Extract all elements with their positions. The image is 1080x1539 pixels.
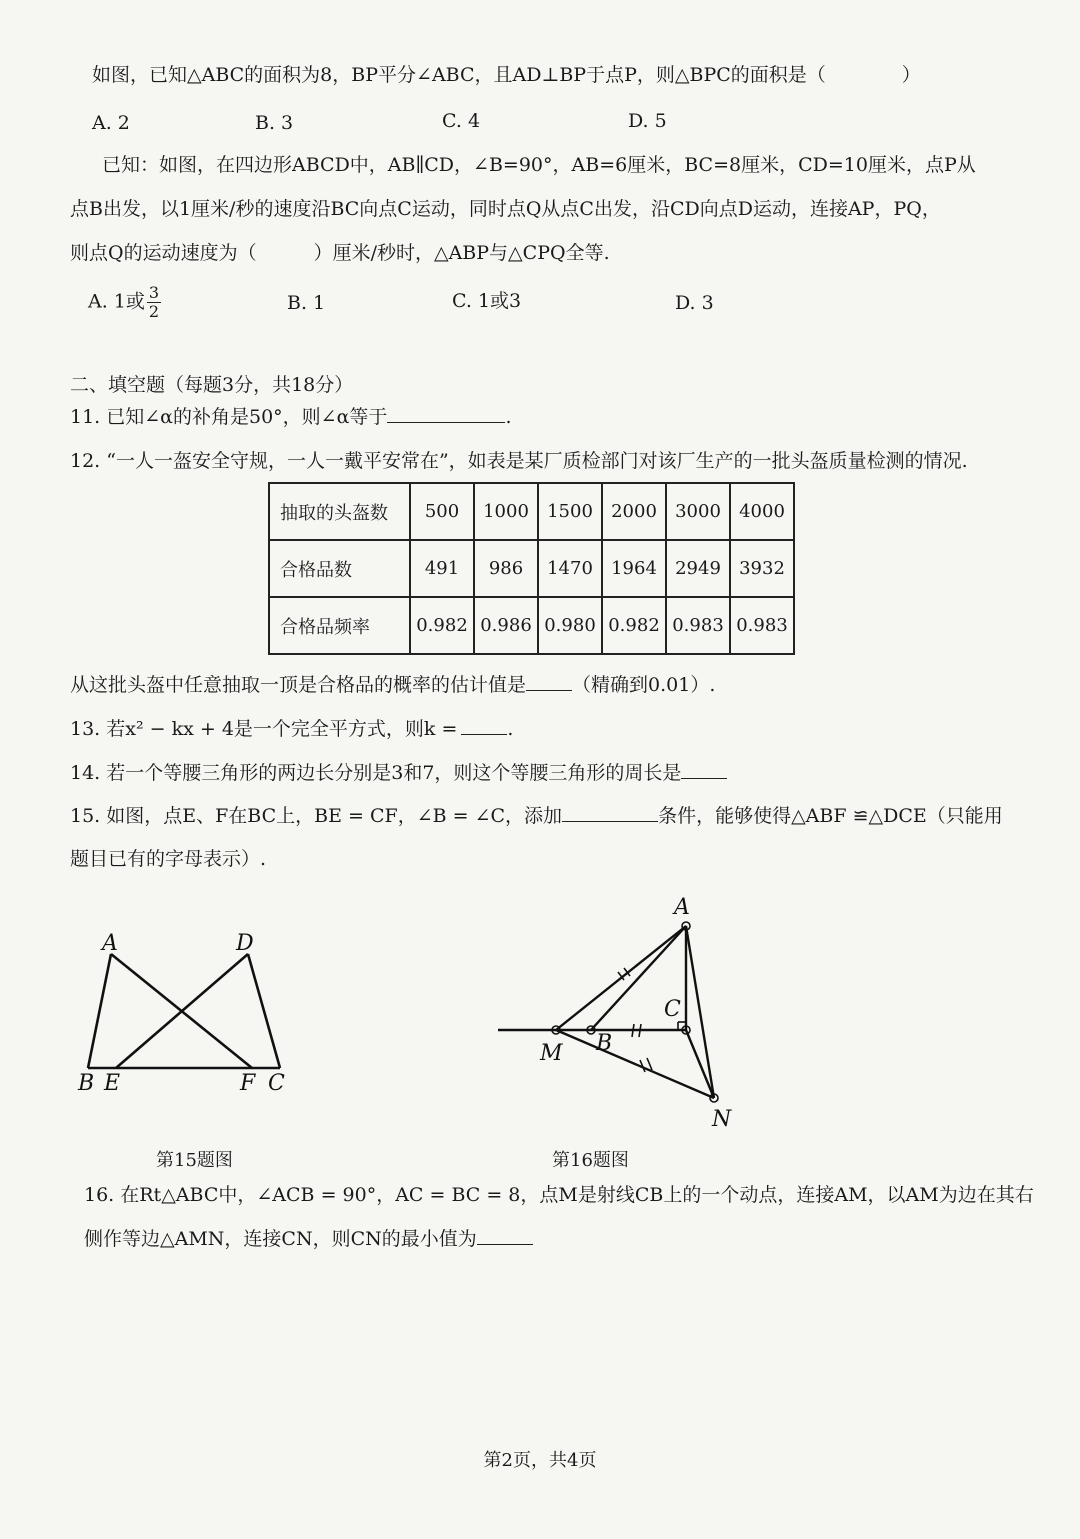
- q14-answer-blank: [681, 760, 727, 779]
- row-header: 合格品数: [269, 540, 410, 597]
- row-header: 抽取的头盔数: [269, 483, 410, 540]
- q11-text: 11. 已知∠α的补角是50°，则∠α等于: [70, 406, 388, 428]
- fig16-label-m: M: [540, 1041, 563, 1066]
- fig16-label-b: B: [596, 1031, 613, 1056]
- q12-answer-blank: [526, 672, 572, 691]
- table-cell: 0.983: [666, 597, 730, 654]
- q14: [70, 760, 727, 786]
- q11-end: .: [505, 406, 512, 428]
- q13-text: 13. 若x² − kx + 4是一个完全平方式，则k =: [70, 718, 458, 740]
- table-cell: 0.983: [730, 597, 794, 654]
- fraction-denominator: 2: [148, 302, 160, 321]
- figure-16-caption: 第16题图: [552, 1150, 629, 1171]
- table-row: [269, 483, 794, 540]
- fig15-label-f: F: [240, 1071, 256, 1096]
- q12-precision-note: （精确到0.01）.: [572, 674, 716, 696]
- table-cell: 2949: [666, 540, 730, 597]
- table-cell: 2000: [602, 483, 666, 540]
- fig15-label-c: C: [268, 1071, 285, 1096]
- table-cell: 0.982: [410, 597, 474, 654]
- figure-15-caption: 第15题图: [156, 1150, 233, 1171]
- table-cell: 1470: [538, 540, 602, 597]
- q11-answer-blank: [387, 404, 505, 423]
- page-footer: 第2页，共4页: [483, 1450, 597, 1471]
- table-row: [269, 597, 794, 654]
- fig16-label-c: C: [664, 997, 681, 1022]
- table-row: [269, 540, 794, 597]
- segment-dc: [248, 954, 280, 1068]
- q12-stem: 12. “一人一盔安全守规，一人一戴平安常在”，如表是某厂质检部门对该厂生产的一批头盔质量检测的情况.: [70, 450, 968, 472]
- table-cell: 491: [410, 540, 474, 597]
- q10-option-a-prefix: A. 1或: [88, 290, 145, 313]
- q10-option-d: D. 3: [675, 292, 714, 314]
- table-cell: 3932: [730, 540, 794, 597]
- row-header: 合格品频率: [269, 597, 410, 654]
- q9-stem: 如图，已知△ABC的面积为8，BP平分∠ABC，且AD⊥BP于点P，则△BPC的面积是（ ）: [92, 64, 921, 86]
- figure-15: [70, 920, 310, 1100]
- q10-option-b: B. 1: [287, 292, 326, 314]
- q15-answer-blank: [562, 803, 658, 822]
- segment-an: [686, 926, 714, 1098]
- q13: [70, 716, 513, 742]
- tick-mark: [639, 1024, 641, 1037]
- q12-after-table-text: 从这批头盔中任意抽取一顶是合格品的概率的估计值是: [70, 674, 527, 696]
- fig16-label-n: N: [712, 1107, 732, 1132]
- q16-line-2: [84, 1226, 533, 1252]
- q16-answer-blank: [477, 1226, 533, 1245]
- q10-option-c: C. 1或3: [452, 290, 522, 312]
- q10-line-1: 已知：如图，在四边形ABCD中，AB∥CD，∠B=90°，AB=6厘米，BC=8厘米，CD=10厘米，点P从: [102, 154, 976, 176]
- q16-line-1: 16. 在Rt△ABC中，∠ACB = 90°，AC = BC = 8，点M是射线CB上的一个动点，连接AM，以AM为边在其右: [84, 1184, 1034, 1206]
- q9-option-d: D. 5: [628, 110, 667, 132]
- q10-line-3: 则点Q的运动速度为（ ）厘米/秒时，△ABP与△CPQ全等.: [70, 242, 610, 264]
- table-cell: 4000: [730, 483, 794, 540]
- section-fill-in-title: 二、填空题（每题3分，共18分）: [70, 374, 354, 396]
- table-cell: 1000: [474, 483, 538, 540]
- q15-text-pre: 15. 如图，点E、F在BC上，BE = CF，∠B = ∠C，添加: [70, 805, 563, 827]
- table-cell: 500: [410, 483, 474, 540]
- segment-ab: [88, 954, 111, 1068]
- q14-text: 14. 若一个等腰三角形的两边长分别是3和7，则这个等腰三角形的周长是: [70, 762, 682, 784]
- figure-16: [490, 890, 770, 1140]
- table-cell: 3000: [666, 483, 730, 540]
- q13-end: .: [507, 718, 514, 740]
- helmet-quality-table: [268, 482, 795, 655]
- table-cell: 0.980: [538, 597, 602, 654]
- q15-line-2: 题目已有的字母表示）.: [70, 848, 267, 870]
- table-cell: 986: [474, 540, 538, 597]
- q10-line-2: 点B出发，以1厘米/秒的速度沿BC向点C运动，同时点Q从点C出发，沿CD向点D运动，连接AP，PQ，: [70, 198, 941, 220]
- fraction-three-halves: [147, 284, 161, 321]
- segment-de: [116, 954, 248, 1068]
- q16-text: 侧作等边△AMN，连接CN，则CN的最小值为: [84, 1228, 477, 1250]
- table-cell: 1500: [538, 483, 602, 540]
- q15-text-post: 条件，能够使得△ABF ≌△DCE（只能用: [658, 805, 1003, 827]
- q10-option-a: [88, 284, 161, 321]
- fig16-label-a: A: [674, 895, 690, 920]
- q12-question: [70, 672, 715, 698]
- fraction-numerator: 3: [148, 283, 160, 302]
- tick-mark: [632, 1024, 634, 1037]
- fig15-label-e: E: [104, 1071, 121, 1096]
- table-cell: 1964: [602, 540, 666, 597]
- q15-line-1: [70, 803, 1003, 829]
- q9-option-b: B. 3: [255, 112, 294, 134]
- q9-option-c: C. 4: [442, 110, 481, 132]
- fig15-label-a: A: [102, 931, 118, 956]
- fig15-label-b: B: [78, 1071, 95, 1096]
- table-cell: 0.982: [602, 597, 666, 654]
- fig15-label-d: D: [236, 931, 254, 956]
- table-cell: 0.986: [474, 597, 538, 654]
- q11: [70, 404, 511, 430]
- q9-option-a: A. 2: [92, 112, 130, 134]
- q13-answer-blank: [461, 716, 507, 735]
